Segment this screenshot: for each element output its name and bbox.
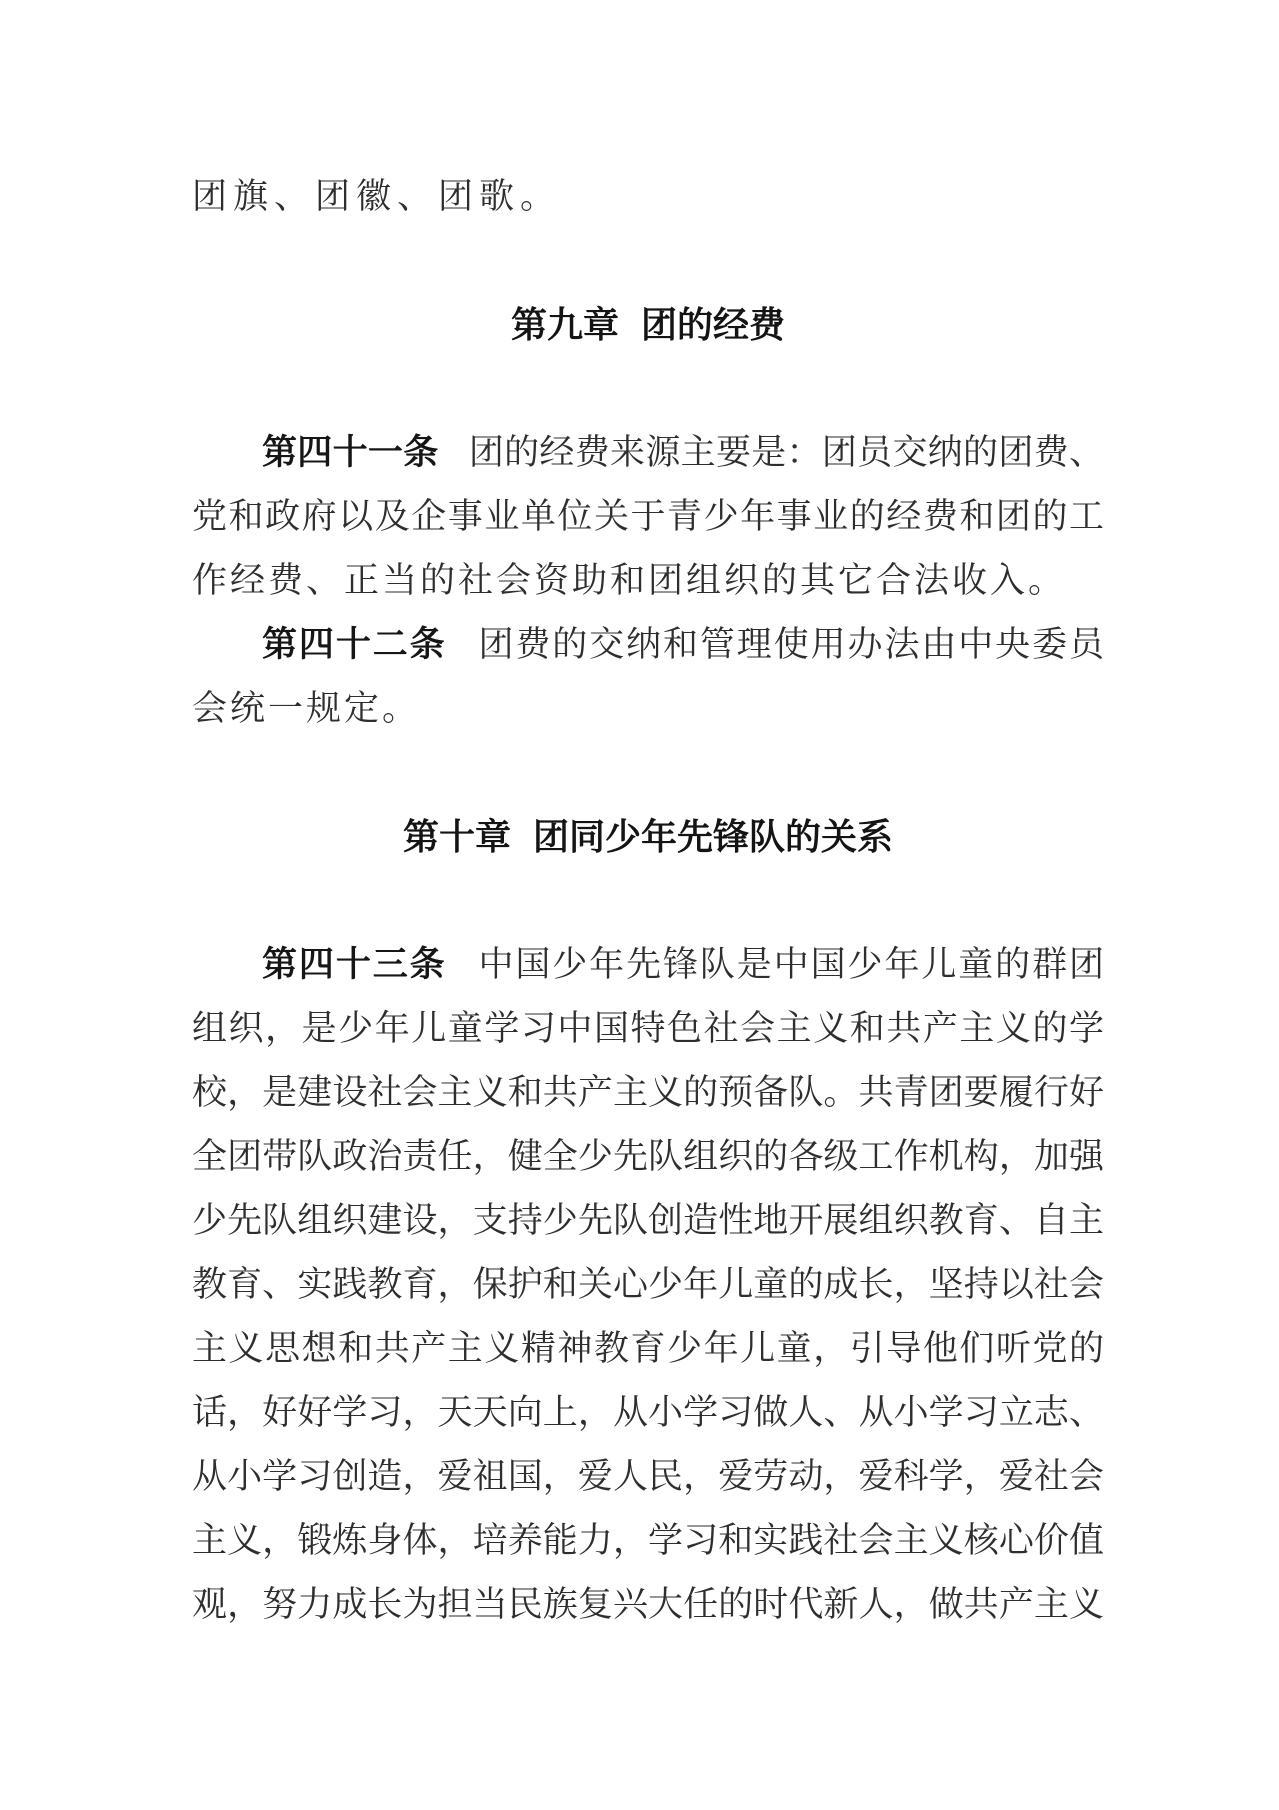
intro-paragraph-line: 团旗、团徽、团歌。 xyxy=(192,177,562,216)
chapter-9-title: 团的经费 xyxy=(641,304,786,345)
article-43-line-6: 教育、实践教育，保护和关心少年儿童的成长，坚持以社会 xyxy=(192,1265,1104,1304)
article-43-line-5: 少先队组织建设，支持少先队创造性地开展组织教育、自主 xyxy=(192,1201,1104,1240)
chapter-9-number: 第九章 xyxy=(510,304,619,345)
article-42-number: 第四十二条 xyxy=(262,625,447,664)
article-43-line-3: 校，是建设社会主义和共产主义的预备队。共青团要履行好 xyxy=(192,1073,1104,1112)
article-41-line-2: 党和政府以及企事业单位关于青少年事业的经费和团的工 xyxy=(192,497,1104,536)
article-42-paragraph xyxy=(192,613,1104,741)
chapter-10-heading xyxy=(192,805,1104,869)
article-41-line-1 xyxy=(192,421,1104,485)
article-43-paragraph xyxy=(192,933,1104,1637)
article-42-line-1 xyxy=(192,613,1104,677)
document-content xyxy=(192,165,1104,1637)
article-42-line-2: 会统一规定。 xyxy=(192,689,421,728)
chapter-10-title: 团同少年先锋队的关系 xyxy=(533,816,894,857)
article-41-number: 第四十一条 xyxy=(262,433,439,472)
article-43-line-8: 话，好好学习，天天向上，从小学习做人、从小学习立志、 xyxy=(192,1393,1104,1432)
chapter-9-heading xyxy=(192,293,1104,357)
article-42-line-1-text: 团费的交纳和管理使用办法由中央委员 xyxy=(476,625,1104,664)
article-41-paragraph xyxy=(192,421,1104,613)
article-41-line-1-text: 团的经费来源主要是：团员交纳的团费、 xyxy=(468,433,1104,472)
article-43-line-4: 全团带队政治责任，健全少先队组织的各级工作机构，加强 xyxy=(192,1137,1104,1176)
chapter-10-number: 第十章 xyxy=(402,816,511,857)
article-43-line-9: 从小学习创造，爱祖国，爱人民，爱劳动，爱科学，爱社会 xyxy=(192,1457,1104,1496)
article-43-line-1 xyxy=(192,933,1104,997)
article-43-number: 第四十三条 xyxy=(262,945,447,984)
article-43-line-7: 主义思想和共产主义精神教育少年儿童，引导他们听党的 xyxy=(192,1329,1104,1368)
article-43-line-10: 主义，锻炼身体，培养能力，学习和实践社会主义核心价值 xyxy=(192,1521,1104,1560)
article-43-line-11: 观，努力成长为担当民族复兴大任的时代新人，做共产主义 xyxy=(192,1585,1104,1624)
article-43-line-1-text: 中国少年先锋队是中国少年儿童的群团 xyxy=(476,945,1104,984)
article-43-line-2: 组织，是少年儿童学习中国特色社会主义和共产主义的学 xyxy=(192,1009,1104,1048)
article-41-line-3: 作经费、正当的社会资助和团组织的其它合法收入。 xyxy=(192,561,1067,600)
